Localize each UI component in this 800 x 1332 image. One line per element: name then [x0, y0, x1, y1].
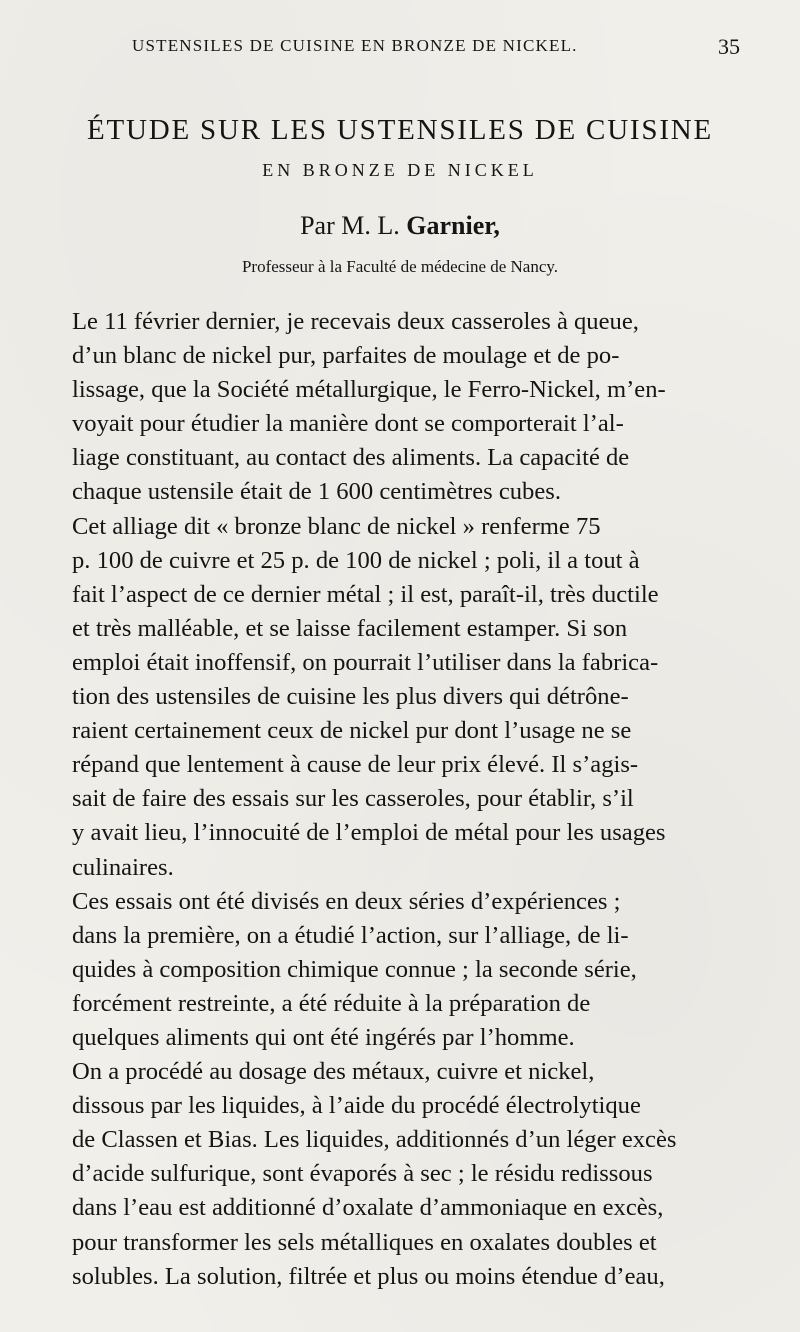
- text-line: Ces essais ont été divisés en deux séries d’expériences ;: [72, 887, 621, 915]
- page-number: 35: [718, 34, 740, 59]
- article-body: [48, 305, 756, 1294]
- text-line: Le 11 février dernier, je recevais deux casseroles à queue,: [72, 308, 639, 335]
- text-line: emploi était inoffensif, on pourrait l’utiliser dans la fabrica-: [72, 648, 659, 676]
- text-line: d’acide sulfurique, sont évaporés à sec ; le résidu redissous: [72, 1160, 653, 1188]
- text-line: liage constituant, au contact des aliments. La capacité de: [72, 444, 630, 472]
- text-line: tion des ustensiles de cuisine les plus divers qui détrône-: [72, 683, 629, 711]
- author-line: [0, 211, 800, 241]
- text-line: dans la première, on a étudié l’action, sur l’alliage, de li-: [72, 921, 629, 949]
- text-line: répand que lentement à cause de leur prix élevé. Il s’agis-: [72, 751, 639, 779]
- text-line: fait l’aspect de ce dernier métal ; il est, paraît-il, très ductile: [72, 580, 659, 608]
- text-line: quelques aliments qui ont été ingérés par l’homme.: [72, 1023, 575, 1051]
- text-line: culinaires.: [72, 853, 174, 881]
- text-line: voyait pour étudier la manière dont se comporterait l’al-: [72, 410, 624, 438]
- text-line: p. 100 de cuivre et 25 p. de 100 de nickel ; poli, il a tout à: [72, 546, 640, 574]
- article-subtitle: EN BRONZE DE NICKEL: [262, 160, 538, 180]
- author-name: Garnier,: [406, 211, 500, 240]
- author-initial-1: M.: [341, 211, 371, 240]
- paragraph-3: [48, 885, 756, 1055]
- text-line: solubles. La solution, filtrée et plus ou moins étendue d’eau,: [72, 1262, 665, 1290]
- text-line: de Classen et Bias. Les liquides, additionnés d’un léger excès: [72, 1126, 677, 1154]
- article-title: ÉTUDE SUR LES USTENSILES DE CUISINE: [86, 114, 714, 146]
- text-line: y avait lieu, l’innocuité de l’emploi de métal pour les usages: [72, 819, 666, 847]
- paragraph-4: [48, 1055, 756, 1294]
- text-line: d’un blanc de nickel pur, parfaites de moulage et de po-: [72, 342, 620, 370]
- paragraph-2: [48, 510, 756, 885]
- text-line: On a procédé au dosage des métaux, cuivre et nickel,: [72, 1058, 595, 1086]
- text-line: dans l’eau est additionné d’oxalate d’ammoniaque en excès,: [72, 1194, 664, 1222]
- author-affiliation: Professeur à la Faculté de médecine de Nancy.: [241, 257, 559, 276]
- text-line: raient certainement ceux de nickel pur dont l’usage ne se: [72, 717, 632, 745]
- text-line: chaque ustensile était de 1 600 centimètres cubes.: [72, 478, 561, 506]
- author-prefix: Par: [300, 211, 335, 240]
- text-line: et très malléable, et se laisse facilement estamper. Si son: [72, 614, 628, 642]
- running-title: USTENSILES DE CUISINE EN BRONZE DE NICKEL.: [132, 36, 578, 55]
- author-initial-2: L.: [377, 211, 400, 240]
- running-head: [48, 36, 756, 66]
- text-line: forcément restreinte, a été réduite à la préparation de: [72, 989, 591, 1017]
- text-line: quides à composition chimique connue ; la seconde série,: [72, 955, 637, 983]
- text-line: pour transformer les sels métalliques en oxalates doubles et: [72, 1228, 657, 1256]
- text-line: lissage, que la Société métallurgique, le Ferro-Nickel, m’en-: [72, 376, 666, 404]
- text-line: sait de faire des essais sur les casseroles, pour établir, s’il: [72, 785, 634, 813]
- text-line: dissous par les liquides, à l’aide du procédé électrolytique: [72, 1092, 641, 1120]
- text-line: Cet alliage dit « bronze blanc de nickel » renferme 75: [72, 512, 601, 540]
- paragraph-1: [48, 305, 756, 510]
